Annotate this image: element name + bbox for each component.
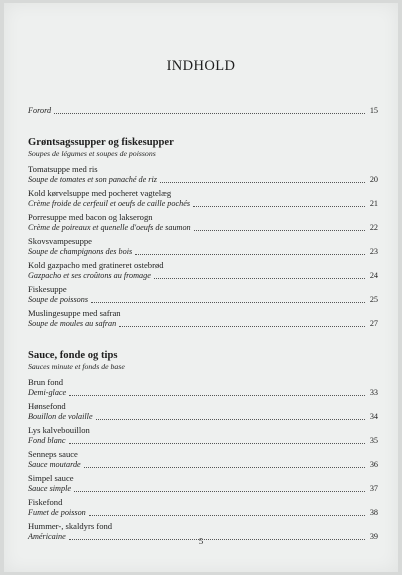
toc-entry-danish-title: Skovsvampesuppe — [28, 236, 92, 246]
dot-leader — [74, 491, 365, 492]
dot-leader — [54, 113, 365, 114]
toc-entry — [28, 449, 378, 470]
dot-leader — [69, 395, 365, 396]
page-number: 5 — [198, 536, 204, 546]
toc-entry-line — [28, 174, 378, 185]
toc-entry-danish-title: Hummer-, skaldyrs fond — [28, 521, 113, 531]
toc-entry — [28, 236, 378, 257]
toc-entry-danish-title: Lys kalvebouillon — [28, 425, 90, 435]
toc-entry-page: 15 — [369, 106, 378, 115]
dot-leader — [96, 419, 365, 420]
toc-entry-page: 36 — [369, 460, 378, 469]
book-page — [4, 3, 398, 572]
toc-entry-danish-title: Hønsefond — [28, 401, 66, 411]
dot-leader — [89, 515, 365, 516]
toc-entry-line — [28, 507, 378, 518]
dot-leader — [194, 230, 365, 231]
toc-entry — [28, 164, 378, 185]
toc-entry — [28, 473, 378, 494]
toc-entry-french-title: Sauce simple — [28, 484, 71, 493]
toc-entry-line — [28, 246, 378, 257]
dot-leader — [135, 254, 365, 255]
toc-entry-label: Forord — [28, 106, 52, 115]
toc-entry — [28, 284, 378, 305]
toc-entry — [28, 188, 378, 209]
section-subheading: Soupes de légumes et soupes de poissons — [28, 149, 156, 158]
toc-entry-french-title: Sauce moutarde — [28, 460, 81, 469]
toc-entry-page: 20 — [369, 175, 378, 184]
toc-entry-danish-title: Brun fond — [28, 377, 64, 387]
toc-entry-page: 33 — [369, 388, 378, 397]
toc-entry-danish-title: Muslingesuppe med safran — [28, 308, 121, 318]
toc-entry-line — [28, 318, 378, 329]
toc-entry-line — [28, 435, 378, 446]
dot-leader — [154, 278, 365, 279]
toc-entry-danish-title: Kold kørvelsuppe med pocheret vagtelæg — [28, 188, 172, 198]
toc-entry — [28, 260, 378, 281]
toc-entry-danish-title: Simpel sauce — [28, 473, 74, 483]
toc-entry-page: 38 — [369, 508, 378, 517]
toc-entry-line — [28, 222, 378, 233]
toc-entry-french-title: Crème froide de cerfeuil et oeufs de caille pochés — [28, 199, 191, 208]
dot-leader — [193, 206, 365, 207]
toc-entry-preface — [28, 105, 378, 116]
toc-entry-page: 21 — [369, 199, 378, 208]
toc-entry-french-title: Bouillon de volaille — [28, 412, 93, 421]
toc-entry-page: 39 — [369, 532, 378, 541]
dot-leader — [84, 467, 365, 468]
section-heading: Grøntsagssupper og fiskesupper — [28, 137, 174, 148]
toc-entry-danish-title: Tomatsuppe med ris — [28, 164, 98, 174]
toc-entry-french-title: Soupe de poissons — [28, 295, 89, 304]
toc-entry — [28, 401, 378, 422]
toc-entry-page: 35 — [369, 436, 378, 445]
toc-entry-french-title: Américaine — [28, 532, 66, 541]
table-of-contents — [28, 105, 378, 545]
toc-entry-line — [28, 459, 378, 470]
toc-entry-danish-title: Porresuppe med bacon og lakserogn — [28, 212, 153, 222]
toc-entry-line — [28, 483, 378, 494]
toc-entry-line — [28, 387, 378, 398]
toc-entry-french-title: Demi-glace — [28, 388, 67, 397]
dot-leader — [160, 182, 365, 183]
toc-entry-danish-title: Fiskefond — [28, 497, 63, 507]
toc-entry-page: 37 — [369, 484, 378, 493]
toc-entry-line — [28, 411, 378, 422]
toc-entry-french-title: Crème de poireaux et quenelle d'oeufs de saumon — [28, 223, 191, 232]
section-subheading: Sauces minute et fonds de base — [28, 362, 125, 371]
toc-entry-french-title: Soupe de tomates et son panaché de riz — [28, 175, 157, 184]
toc-entry-french-title: Gazpacho et ses croûtons au fromage — [28, 271, 151, 280]
toc-entry-french-title: Soupe de moules au safran — [28, 319, 117, 328]
toc-entry — [28, 377, 378, 398]
toc-entry-line — [28, 294, 378, 305]
toc-entry — [28, 308, 378, 329]
page-title: INDHOLD — [166, 58, 236, 74]
toc-entry — [28, 212, 378, 233]
toc-entry-french-title: Soupe de champignons des bois — [28, 247, 133, 256]
toc-entry-page: 25 — [369, 295, 378, 304]
toc-entry-page: 27 — [369, 319, 378, 328]
toc-entry-line — [28, 270, 378, 281]
dot-leader — [69, 443, 365, 444]
toc-entry-page: 24 — [369, 271, 378, 280]
toc-entry-french-title: Fond blanc — [28, 436, 66, 445]
toc-entry — [28, 497, 378, 518]
toc-entry-line — [28, 198, 378, 209]
toc-entry-danish-title: Fiskesuppe — [28, 284, 67, 294]
toc-entry-page: 22 — [369, 223, 378, 232]
toc-entry-page: 23 — [369, 247, 378, 256]
toc-entry-danish-title: Senneps sauce — [28, 449, 78, 459]
toc-entry-french-title: Fumet de poisson — [28, 508, 86, 517]
dot-leader — [91, 302, 365, 303]
toc-entry — [28, 425, 378, 446]
toc-entry-page: 34 — [369, 412, 378, 421]
toc-entry-danish-title: Kold gazpacho med gratineret ostebrød — [28, 260, 164, 270]
dot-leader — [119, 326, 365, 327]
section-heading: Sauce, fonde og tips — [28, 350, 118, 361]
